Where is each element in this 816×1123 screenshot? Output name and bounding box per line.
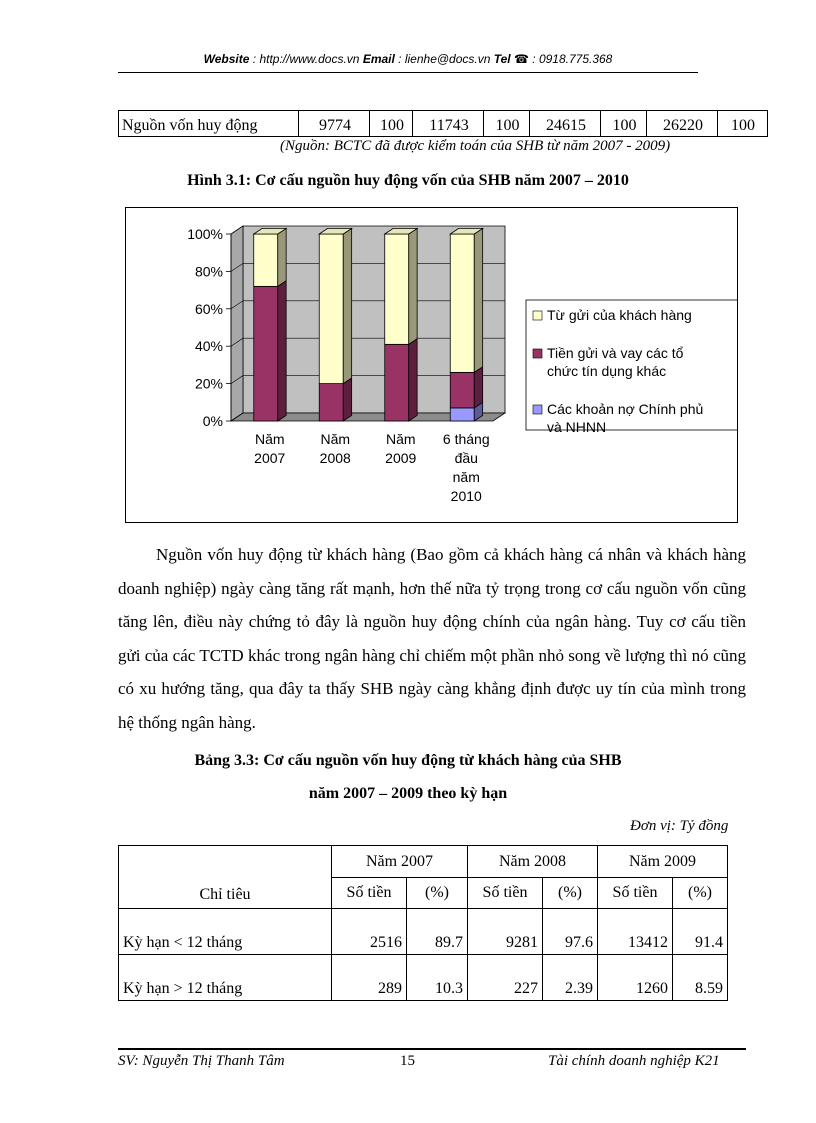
x-tick-label: 2009 xyxy=(385,450,417,466)
row-label: Kỳ hạn < 12 tháng xyxy=(119,909,332,955)
footer-author: SV: Nguyễn Thị Thanh Tâm xyxy=(118,1053,285,1069)
unit-label: Đơn vị: Tỷ đồng xyxy=(630,818,729,834)
table-row xyxy=(119,909,728,955)
bar-segment-side xyxy=(474,367,482,408)
x-tick-label: đầu xyxy=(454,450,478,466)
legend-swatch xyxy=(533,311,542,320)
amount-header: Số tiền xyxy=(598,878,673,909)
top-row-cell: 11743 xyxy=(429,117,469,134)
year-header: Năm 2007 xyxy=(332,846,468,878)
x-tick-label: Năm xyxy=(254,431,285,447)
footer-course: Tài chính doanh nghiệp K21 xyxy=(548,1053,720,1069)
grid-line xyxy=(369,110,370,136)
table-cell: 13412 xyxy=(598,909,673,955)
bar-segment xyxy=(450,372,474,408)
chart-side-wall xyxy=(231,226,243,421)
stacked-bar-chart xyxy=(126,208,737,522)
bar-segment xyxy=(319,234,343,384)
top-row-cell: 24615 xyxy=(546,117,586,134)
y-tick-label: 80% xyxy=(194,263,223,280)
body-paragraph xyxy=(118,538,746,740)
y-tick-label: 60% xyxy=(194,300,223,317)
bar-segment xyxy=(450,408,474,421)
x-tick-label: Năm xyxy=(320,431,351,447)
bar-segment-side xyxy=(409,339,417,421)
header-divider xyxy=(118,72,698,73)
top-row-cell: 100 xyxy=(380,117,404,134)
top-row-cell: 100 xyxy=(495,117,520,134)
page-number: 15 xyxy=(400,1053,415,1069)
grid-line xyxy=(298,110,299,136)
email-label: Email xyxy=(362,52,395,66)
x-tick-label: 2010 xyxy=(450,488,482,504)
bar-segment-side xyxy=(278,228,286,286)
capital-structure-table xyxy=(118,845,728,1001)
grid-line xyxy=(767,110,768,136)
top-row-cell: 100 xyxy=(612,117,637,134)
y-tick-label: 0% xyxy=(202,413,223,429)
x-tick-label: 2007 xyxy=(254,450,286,466)
x-tick-label: Năm xyxy=(385,431,416,447)
website-value[interactable]: : http://www.docs.vn xyxy=(249,52,363,66)
legend-label: chức tín dụng khác xyxy=(547,363,667,379)
amount-header: Số tiền xyxy=(468,878,543,909)
table-cell: 8.59 xyxy=(673,955,728,1001)
table-cell: 2516 xyxy=(332,909,407,955)
figure-title: Hình 3.1: Cơ cấu nguồn huy động vốn của SHB năm 2007 – 2010 xyxy=(187,172,629,189)
table-title-line2: năm 2007 – 2009 theo kỳ hạn xyxy=(308,785,508,802)
bar-segment xyxy=(385,344,409,421)
top-table-row xyxy=(118,110,768,136)
grid-line xyxy=(646,110,647,136)
year-header: Năm 2009 xyxy=(598,846,728,878)
row-label: Kỳ hạn > 12 tháng xyxy=(119,955,332,1001)
table-row xyxy=(119,955,728,1001)
bar-segment-side xyxy=(409,228,417,344)
table-cell: 289 xyxy=(332,955,407,1001)
top-row-cell: 9774 xyxy=(319,117,351,134)
paragraph-text: Nguồn vốn huy động từ khách hàng (Bao gồm cả khách hàng cá nhân và khách hàng doanh nghiệp) ngày càng tăng rất mạnh, hơn thế nữa tỷ trọng trong cơ cấu nguồn vốn cũng tăng lên, điều này chứng tỏ đây là nguồn huy động chính của ngân hàng. Tuy cơ cấu tiền gửi của các TCTD khác trong ngân hàng chỉ chiếm một phần nhỏ song về lượng thì nó cũng có xu hướng tăng, qua đây ta thấy SHB ngày càng khẳng định được uy tín của mình trong hệ thống ngân hàng. xyxy=(118,545,746,732)
grid-line xyxy=(600,110,601,136)
y-tick-label: 100% xyxy=(187,226,223,242)
legend-label: và NHNN xyxy=(547,419,607,435)
y-tick-label: 20% xyxy=(194,375,223,392)
bar-segment-side xyxy=(278,281,286,421)
bar-segment xyxy=(319,384,343,421)
pct-header: (%) xyxy=(407,878,468,909)
year-header: Năm 2008 xyxy=(468,846,598,878)
grid-line xyxy=(118,110,119,136)
table-header-row xyxy=(119,846,728,878)
tel-label: Tel xyxy=(493,52,511,66)
bar-segment xyxy=(254,286,278,421)
legend-label: Tiền gửi và vay các tổ xyxy=(547,345,684,361)
top-row-cell: 26220 xyxy=(663,117,703,134)
grid-line xyxy=(483,110,484,136)
table-cell: 91.4 xyxy=(673,909,728,955)
x-tick-label: 2008 xyxy=(319,450,351,466)
table-cell: 2.39 xyxy=(543,955,598,1001)
table-cell: 1260 xyxy=(598,955,673,1001)
source-note: (Nguồn: BCTC đã được kiểm toán của SHB từ năm 2007 - 2009) xyxy=(280,138,671,154)
bar-segment xyxy=(385,234,409,344)
row-header-cell: Chỉ tiêu xyxy=(119,846,332,909)
chart-frame xyxy=(125,207,738,523)
tel-value: ☎ : 0918.775.368 xyxy=(510,52,613,66)
bar-segment xyxy=(450,234,474,372)
table-cell: 9281 xyxy=(468,909,543,955)
legend-label: Từ gửi của khách hàng xyxy=(547,307,692,323)
bar-segment-side xyxy=(343,228,351,383)
grid-line xyxy=(412,110,413,136)
grid-line xyxy=(717,110,718,136)
footer-divider xyxy=(118,1048,746,1050)
top-row-cell: 100 xyxy=(731,117,755,134)
grid-line xyxy=(529,110,530,136)
legend-label: Các khoản nợ Chính phủ xyxy=(547,401,704,417)
top-row-border-bottom xyxy=(118,136,768,137)
website-label: Website xyxy=(203,52,250,66)
y-tick-label: 40% xyxy=(194,338,223,355)
pct-header: (%) xyxy=(673,878,728,909)
bar-segment xyxy=(254,234,278,286)
amount-header: Số tiền xyxy=(332,878,407,909)
page-header xyxy=(118,52,698,66)
bar-segment-side xyxy=(343,378,351,421)
table-cell: 89.7 xyxy=(407,909,468,955)
legend-swatch xyxy=(533,349,542,358)
x-tick-label: 6 tháng xyxy=(442,431,490,447)
table-cell: 97.6 xyxy=(543,909,598,955)
table-title-line1: Bảng 3.3: Cơ cấu nguồn vốn huy động từ khách hàng của SHB xyxy=(194,752,622,769)
top-row-label: Nguồn vốn huy động xyxy=(122,117,258,134)
pct-header: (%) xyxy=(543,878,598,909)
email-value[interactable]: : lienhe@docs.vn xyxy=(394,52,494,66)
legend-swatch xyxy=(533,405,542,414)
x-tick-label: năm xyxy=(452,469,480,485)
table-cell: 227 xyxy=(468,955,543,1001)
bar-segment-side xyxy=(474,228,482,372)
table-cell: 10.3 xyxy=(407,955,468,1001)
